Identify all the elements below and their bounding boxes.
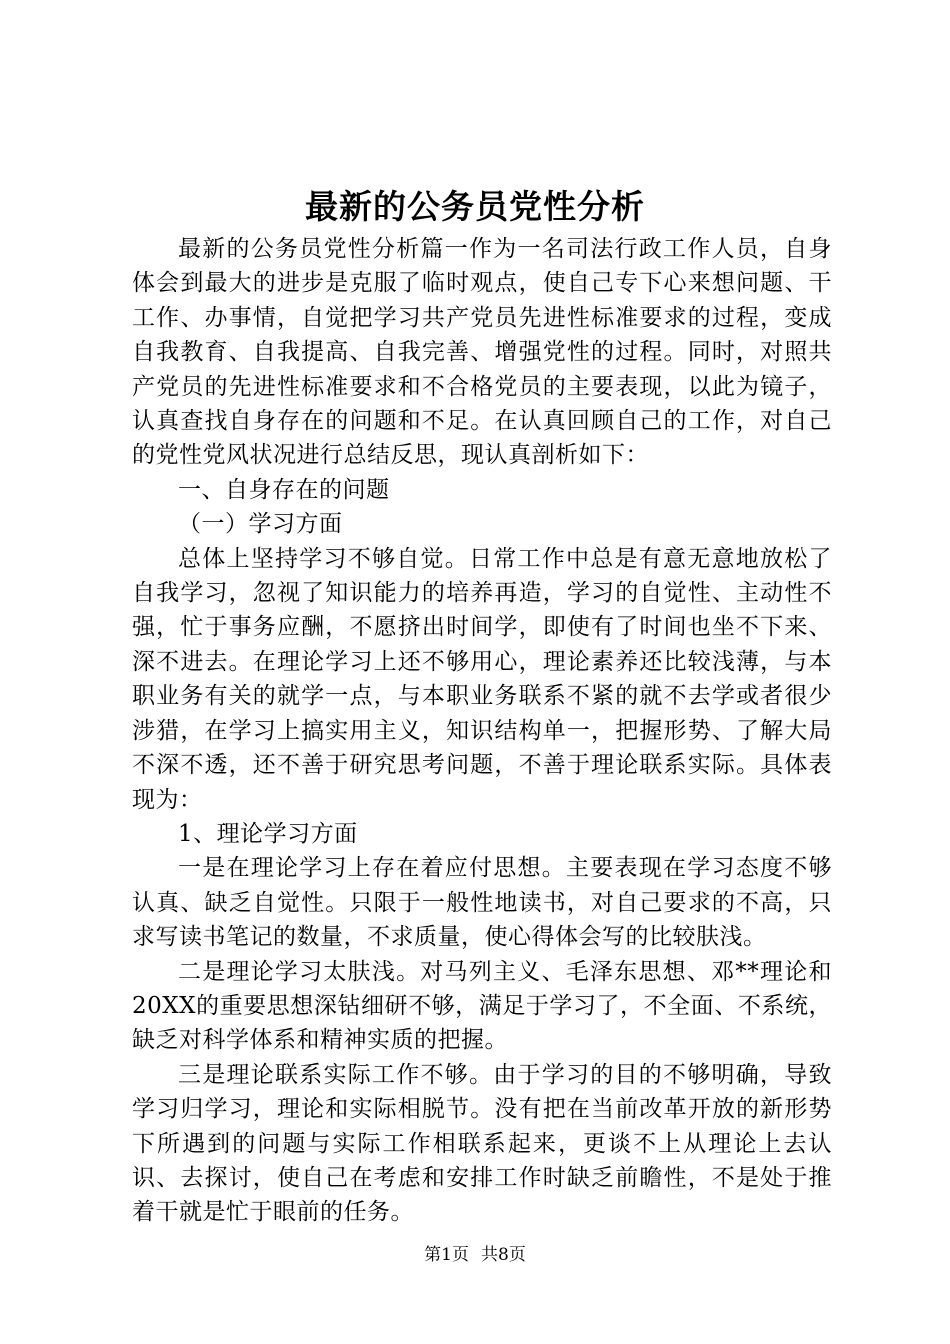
page-total: 共8页: [481, 1245, 526, 1265]
heading-section-1: 一、自身存在的问题: [178, 476, 390, 503]
page-footer: [0, 1243, 950, 1267]
paragraph-point-1: 一是在理论学习上存在着应付思想。主要表现在学习态度不够认真、缺乏自觉性。只限于一般性地读书，对自己要求的不高，只求写读书笔记的数量，不求质量，使心得体会写的比较肤浅。: [132, 855, 832, 951]
paragraph-point-3: 三是理论联系实际工作不够。由于学习的目的不够明确，导致学习归学习，理论和实际相脱节。没有把在当前改革开放的新形势下所遇到的问题与实际工作相联系起来，更谈不上从理论上去认识、去探讨，使自己在考虑和安排工作时缺乏前瞻性，不是处于推着干就是忙于眼前的任务。: [132, 1061, 832, 1226]
heading-theory-study: 1、理论学习方面: [178, 820, 358, 847]
heading-subsection-study: （一）学习方面: [178, 511, 343, 538]
paragraph-study-overview: 总体上坚持学习不够自觉。日常工作中总是有意无意地放松了自我学习，忽视了知识能力的培养再造，学习的自觉性、主动性不强，忙于事务应酬，不愿挤出时间学，即使有了时间也坐不下来、深不进去。在理论学习上还不够用心，理论素养还比较浅薄，与本职业务有关的就学一点，与本职业务联系不紧的就不去学或者很少涉猎，在学习上搞实用主义，知识结构单一，把握形势、了解大局不深不透，还不善于研究思考问题，不善于理论联系实际。具体表现为：: [132, 545, 832, 813]
paragraph-point-2: 二是理论学习太肤浅。对马列主义、毛泽东思想、邓**理论和20XX的重要思想深钻细研不够，满足于学习了，不全面、不系统，缺乏对科学体系和精神实质的把握。: [132, 958, 832, 1054]
document-body: [132, 232, 832, 1230]
document-title: 最新的公务员党性分析: [305, 187, 645, 226]
page-number: 第1页: [424, 1245, 469, 1265]
paragraph-intro: 最新的公务员党性分析篇一作为一名司法行政工作人员，自身体会到最大的进步是克服了临时观点，使自己专下心来想问题、干工作、办事情，自觉把学习共产党员先进性标准要求的过程，变成自我教育、自我提高、自我完善、增强党性的过程。同时，对照共产党员的先进性标准要求和不合格党员的主要表现，以此为镜子，认真查找自身存在的问题和不足。在认真回顾自己的工作，对自己的党性党风状况进行总结反思，现认真剖析如下：: [132, 236, 832, 469]
